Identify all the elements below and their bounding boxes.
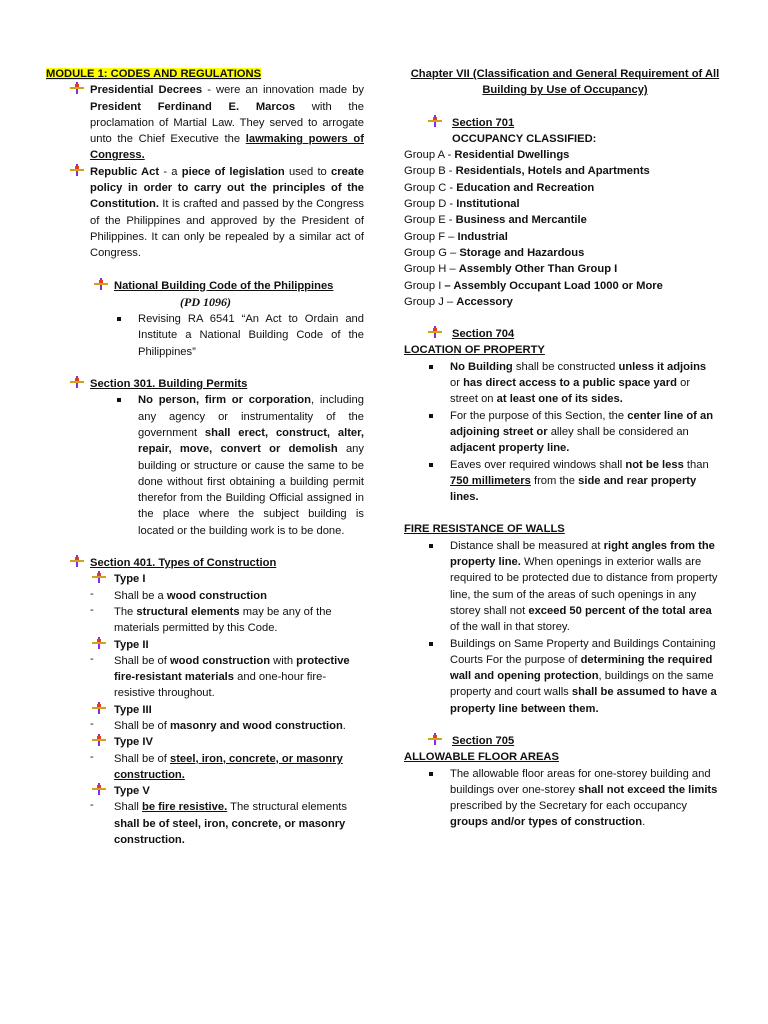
square-bullet-icon bbox=[429, 544, 433, 548]
nbc-title: National Building Code of the Philippines bbox=[114, 279, 334, 292]
pushpin-bullet-icon bbox=[70, 555, 84, 567]
occupancy-group-item: Group I – Assembly Occupant Load 1000 or More bbox=[404, 279, 663, 292]
s301-bullet: No person, firm or corporation, including any agency or instrumentality of the government shall erect, construct, alter, repair, move, convert or demolish any building or structure or cause the same to be done without first obtaining a building permit therefor from the Building Official assigned in the place where the subject building is located or the building work is to be done. bbox=[46, 392, 364, 539]
s704-bullet-3: Eaves over required windows shall not be less than 750 millimeters from the side and rear property lines. bbox=[404, 457, 726, 506]
square-bullet-icon bbox=[117, 317, 121, 321]
occupancy-group-item: Group E - Business and Mercantile bbox=[404, 214, 587, 227]
type-4-heading: Type IV bbox=[46, 734, 364, 750]
type-5-heading: Type V bbox=[46, 783, 364, 799]
pushpin-bullet-icon bbox=[70, 164, 84, 176]
s401-heading: Section 401. Types of Construction bbox=[46, 555, 364, 571]
left-column: MODULE 1: CODES AND REGULATIONS Presidential Decrees - were an innovation made by President Ferdinand E. Marcos with the proclamation of Martial Law. They served to arrogate unto the Chief Executive the lawmaking powers of Congress. Republic Act - a piece of legislation used to create policy in order to carry out the principles of the Constitution. It is crafted and passed by the Congress of the Philippines and approved by the President of Philippines. It can only be repealed by a similar act of Congress. National Building Code of the Philippines (PD 1096) Revising RA 6541 “An Act to Ordain and Institute a National Building Code of the Philippines” Section 301. Building Permits No person, firm or corporation, including any agency or instrumentality of the government shall erect, construct, alter, repair, move, convert or demolish any building or structure or cause the same to be done without first obtaining a building permit therefor from the Building Official assigned in the place where the subject building is located or the building work is to be done. Section 401. Types of Construction Type I - Shall be a wood construction - The structural elements may be any of the materials permitted by this Code. Type II - Shall be of wood construction with protective fire-resistant materials and one-hour fire- resistive throughout. Type III - Shall be of masonry and wood construction. Type IV - Shall be of steel, iron, concrete, or masonry construction. Type V - Shall be fire resistive. The structural elements shall be of steel, iron, concrete, or masonry construction. bbox=[46, 68, 365, 847]
fire-bullet-2: Buildings on Same Property and Buildings Containing Courts For the purpose of determining the required wall and opening protection, buildings on the same property and court walls shall be assumed to have a property line between them. bbox=[404, 636, 726, 717]
pushpin-bullet-icon bbox=[70, 82, 84, 94]
fire-heading: FIRE RESISTANCE OF WALLS bbox=[404, 523, 565, 536]
occupancy-group-item: Group H – Assembly Other Than Group I bbox=[404, 263, 618, 276]
square-bullet-icon bbox=[429, 365, 433, 369]
occupancy-group-item: Group A - Residential Dwellings bbox=[404, 149, 570, 162]
occupancy-group-list bbox=[404, 147, 726, 310]
s704-bullet-2: For the purpose of this Section, the center line of an adjoining street or alley shall be considered an adjacent property line. bbox=[404, 408, 726, 457]
fire-bullet-1: Distance shall be measured at right angles from the property line. When openings in exterior walls are required to be protected due to distance from property line, the sum of the areas of such openings in any storey shall not exceed 50 percent of the total area of the wall in that storey. bbox=[404, 538, 726, 636]
occupancy-group-item: Group C - Education and Recreation bbox=[404, 181, 595, 194]
type-2-heading: Type II bbox=[46, 637, 364, 653]
pushpin-bullet-icon bbox=[92, 734, 106, 746]
s301-heading: Section 301. Building Permits bbox=[46, 376, 364, 392]
module-title: MODULE 1: CODES AND REGULATIONS bbox=[46, 68, 262, 80]
nbc-item bbox=[46, 278, 364, 312]
pushpin-bullet-icon bbox=[428, 326, 442, 338]
pd-item: Presidential Decrees - were an innovation made by President Ferdinand E. Marcos with the proclamation of Martial Law. They served to arrogate unto the Chief Executive the lawmaking powers of Congress. bbox=[46, 82, 364, 163]
s705-bullet: The allowable floor areas for one-storey building and buildings over one-storey shall not exceed the limits prescribed by the Secretary for each occupancy groups and/or types of construction. bbox=[404, 766, 726, 831]
ra-item: Republic Act - a piece of legislation used to create policy in order to carry out the principles of the Constitution. It is crafted and passed by the Congress of the Philippines and approved by the President of Philippines. It can only be repealed by a similar act of Congress. bbox=[46, 164, 364, 262]
nbc-subtitle: (PD 1096) bbox=[180, 294, 231, 309]
pushpin-bullet-icon bbox=[92, 783, 106, 795]
pushpin-bullet-icon bbox=[70, 376, 84, 388]
s705-heading: Section 705 bbox=[404, 733, 726, 749]
nbc-bullet: Revising RA 6541 “An Act to Ordain and Institute a National Building Code of the Philippines” bbox=[46, 311, 364, 360]
s704-bullet-1: No Building shall be constructed unless it adjoins or has direct access to a public space yard or street on at least one of its sides. bbox=[404, 359, 726, 408]
s701-heading: Section 701 bbox=[404, 115, 726, 131]
chapter-title: Chapter VII (Classification and General Requirement of All bbox=[410, 68, 720, 80]
occupancy-group-item: Group D - Institutional bbox=[404, 198, 520, 211]
pushpin-bullet-icon bbox=[428, 115, 442, 127]
pushpin-bullet-icon bbox=[92, 571, 106, 583]
right-column: Chapter VII (Classification and General Requirement of All Building by Use of Occupancy) Section 701 OCCUPANCY CLASSIFIED: Group A - Residential Dwellings Group B - Residentials, Hotels and Apartments Group C - Education and Recreation Group D - Institutional Group E - Business and Mercantile Group F – Industrial Group G – Storage and Hazardous Group H – Assembly Other Than Group I Group I – Assembly Occupant Load 1000 or More Group J – Accessory Section 704 LOCATION OF PROPERTY No Building shall be constructed unless it adjoins or has direct access to a public space yard or street on at least one of its sides. For the purpose of this Section, the center line of an adjoining street or alley shall be considered an adjacent property line. Eaves over required windows shall not be less than 750 millimeters from the side and rear property lines. FIRE RESISTANCE OF WALLS Distance shall be measured at right angles from the property line. When openings in exterior walls are required to be protected due to distance from property line, the sum of the areas of such openings in any storey shall not exceed 50 percent of the total area of the wall in that storey. Buildings on Same Property and Buildings Containing Courts For the purpose of determining the required wall and opening protection, buildings on the same property and court walls shall be assumed to have a property line between them. Section 705 ALLOWABLE FLOOR AREAS The allowable floor areas for one-storey building and buildings over one-storey shall not exceed the limits prescribed by the Secretary for each occupancy groups and/or types of construction. bbox=[404, 66, 726, 831]
occupancy-group-item: Group J – Accessory bbox=[404, 295, 513, 308]
type-1-heading: Type I bbox=[46, 571, 364, 587]
s704-heading: Section 704 bbox=[404, 326, 726, 342]
pushpin-bullet-icon bbox=[428, 733, 442, 745]
occupancy-group-item: Group B - Residentials, Hotels and Apartments bbox=[404, 165, 650, 178]
pushpin-bullet-icon bbox=[92, 637, 106, 649]
square-bullet-icon bbox=[429, 414, 433, 418]
pushpin-bullet-icon bbox=[94, 278, 108, 290]
type-3-heading: Type III bbox=[46, 702, 364, 718]
occupancy-group-item: Group G – Storage and Hazardous bbox=[404, 246, 585, 259]
square-bullet-icon bbox=[117, 398, 121, 402]
square-bullet-icon bbox=[429, 463, 433, 467]
square-bullet-icon bbox=[429, 772, 433, 776]
pushpin-bullet-icon bbox=[92, 702, 106, 714]
square-bullet-icon bbox=[429, 642, 433, 646]
occupancy-group-item: Group F – Industrial bbox=[404, 230, 508, 243]
